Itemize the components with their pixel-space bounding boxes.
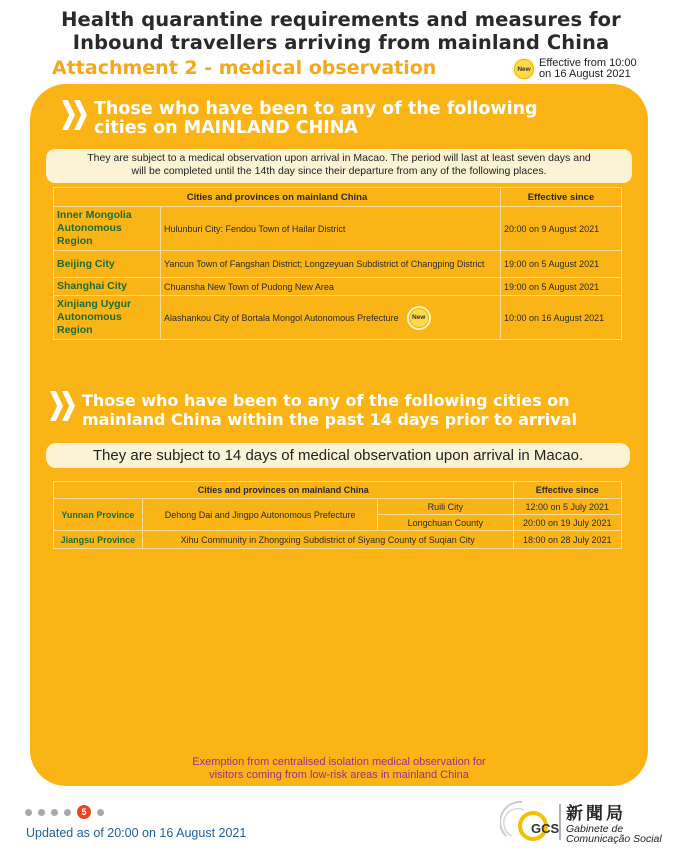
place-cell: Alashankou City of Bortala Mongol Autonomous Prefecture New [161,296,501,340]
table-row [54,531,622,549]
page-dot[interactable] [25,809,32,816]
effective-text: Effective from 10:00 on 16 August 2021 [539,57,637,80]
exemption-link[interactable]: Exemption from centralised isolation medical observation for visitors coming from low-risk areas in mainland China [192,756,486,781]
col-header-effective: Effective since [513,482,621,499]
page-dot[interactable] [64,809,71,816]
updated-timestamp: Updated as of 20:00 on 16 August 2021 [26,826,247,840]
section2-heading: Those who have been to any of the following cities on mainland China within the past 14 days prior to arrival [50,391,577,429]
region-cell: Shanghai City [54,278,161,296]
place-cell: Chuansha New Town of Pudong New Area [161,278,501,296]
table-row [54,251,622,278]
effective-cell: 18:00 on 28 July 2021 [513,531,621,549]
page-dot[interactable] [51,809,58,816]
city-cell: Longchuan County [378,515,513,531]
table-row [54,278,622,296]
region-cell: Xinjiang Uygur Autonomous Region [54,296,161,340]
effective-notice [514,58,669,80]
region-cell: Yunnan Province [54,499,143,531]
page-subtitle: Attachment 2 - medical observation [52,57,437,79]
section1-heading: Those who have been to any of the following cities on MAINLAND CHINA [62,100,538,138]
table-row [54,296,622,340]
region-cell: Inner Mongolia Autonomous Region [54,207,161,251]
region-cell: Beijing City [54,251,161,278]
section1-table [53,187,622,340]
place-cell: Yancun Town of Fangshan District; Longzeyuan Subdistrict of Changping District [161,251,501,278]
area-cell: Dehong Dai and Jingpo Autonomous Prefecture [142,499,377,531]
place-cell: Hulunburi City: Fendou Town of Hailar District [161,207,501,251]
title-line-2: Inbound travellers arriving from mainland China [72,31,610,54]
col-header-places: Cities and provinces on mainland China [54,482,514,499]
page-dot[interactable] [38,809,45,816]
effective-cell: 10:00 on 16 August 2021 [501,296,622,340]
new-badge-icon: New [514,59,534,79]
table-row [54,207,622,251]
new-badge-icon: New [409,308,429,328]
page-title [0,8,682,54]
col-header-places: Cities and provinces on mainland China [54,188,501,207]
double-chevron-icon [50,391,74,421]
effective-cell: 19:00 on 5 August 2021 [501,278,622,296]
region-cell: Jiangsu Province [54,531,143,549]
double-chevron-icon [62,100,86,130]
effective-cell: 12:00 on 5 July 2021 [513,499,621,515]
section2-note: They are subject to 14 days of medical observation upon arrival in Macao. [46,443,630,468]
table-row [54,499,622,515]
section2-table [53,481,622,549]
city-cell: Ruili City [378,499,513,515]
effective-cell: 19:00 on 5 August 2021 [501,251,622,278]
pagination [25,805,110,819]
section1-note: They are subject to a medical observation upon arrival in Macao. The period will last at least seven days and will be completed until the 14th day since their departure from any of the following places. [46,149,632,183]
page-dot[interactable] [97,809,104,816]
logo-initials: GCS [531,821,560,836]
title-line-1: Health quarantine requirements and measures for [61,8,621,31]
page-dot-current[interactable]: 5 [77,805,91,819]
logo-text: 新聞局 Gabinete de Comunicação Social [566,804,662,845]
effective-cell: 20:00 on 9 August 2021 [501,207,622,251]
place-cell: Xihu Community in Zhongxing Subdistrict of Siyang County of Suqian City [142,531,513,549]
effective-cell: 20:00 on 19 July 2021 [513,515,621,531]
col-header-effective: Effective since [501,188,622,207]
